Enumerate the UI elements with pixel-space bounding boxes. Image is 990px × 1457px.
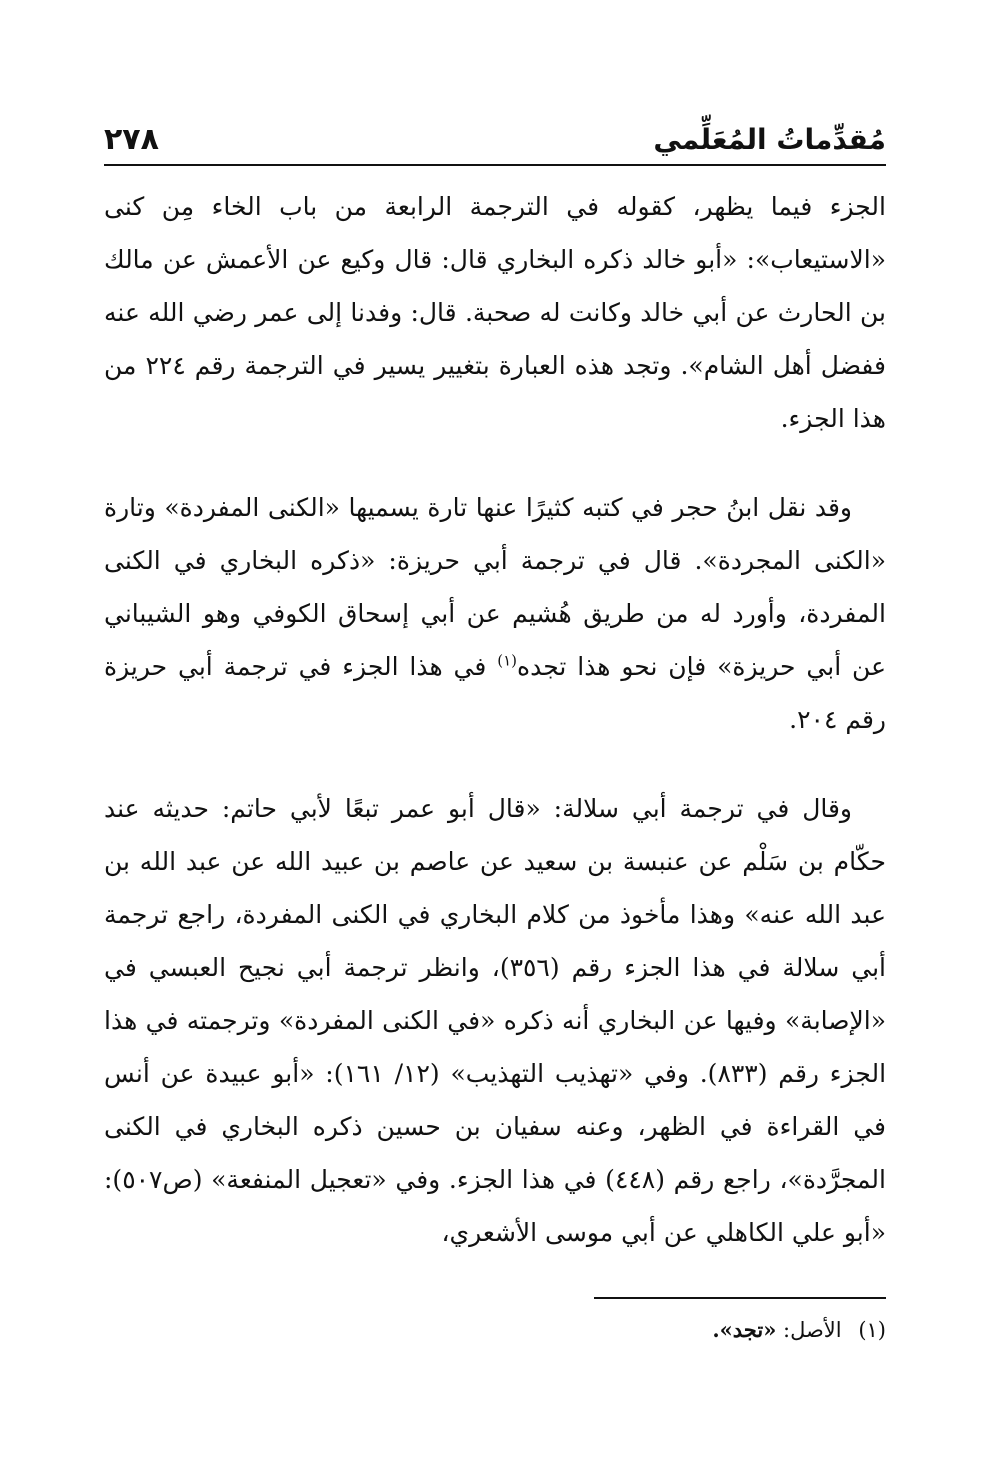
page-header (104, 112, 886, 160)
footnote-divider (594, 1297, 886, 1299)
footnote-label: الأصل: (783, 1318, 842, 1342)
paragraph-2-text-start: وقد نقل ابنُ حجر في كتبه كثيرًا عنها تارة يسميها «الكنى المفردة» وتارة «الكنى المجردة». قال في ترجمة أبي حريزة: «ذكره البخاري في الكنى المفردة، وأورد له من طريق هُشيم عن أبي إسحاق الكوفي وهو الشيباني عن أبي حريزة» فإن نحو هذا تجده (104, 493, 886, 681)
paragraph-2 (104, 481, 886, 746)
footnote (104, 1312, 886, 1348)
paragraph-3: وقال في ترجمة أبي سلالة: «قال أبو عمر تبعًا لأبي حاتم: حديثه عند حكّام بن سَلْم عن عنبسة بن سعيد عن عاصم بن عبيد الله عن عبد الله بن عبد الله عنه» وهذا مأخوذ من كلام البخاري في الكنى المفردة، راجع ترجمة أبي سلالة في هذا الجزء رقم (٣٥٦)، وانظر ترجمة أبي نجيح العبسي في «الإصابة» وفيها عن البخاري أنه ذكره «في الكنى المفردة» وترجمته في هذا الجزء رقم (٨٣٣). وفي «تهذيب التهذيب» (١٢/ ١٦١): «أبو عبيدة عن أنس في القراءة في الظهر، وعنه سفيان بن حسين ذكره البخاري في الكنى المجرَّدة»، راجع رقم (٤٤٨) في هذا الجزء. وفي «تعجيل المنفعة» (ص٥٠٧): «أبو علي الكاهلي عن أبي موسى الأشعري، (104, 794, 887, 1247)
book-title: مُقدِّماتُ المُعَلِّمي (653, 123, 886, 156)
page-number: ٢٧٨ (104, 122, 159, 157)
header-divider (104, 164, 886, 166)
footnote-value: «تجد». (712, 1317, 777, 1342)
footnote-reference[interactable]: (١) (497, 651, 518, 670)
footnote-marker: (١) (858, 1318, 886, 1342)
paragraph-2-text-end: في هذا الجزء في ترجمة أبي حريزة رقم ٢٠٤. (104, 652, 886, 734)
body-text (104, 180, 886, 1259)
paragraph-1: الجزء فيما يظهر، كقوله في الترجمة الرابعة من باب الخاء مِن كنى «الاستيعاب»: «أبو خالد ذكره البخاري قال: قال وكيع عن الأعمش عن مالك بن الحارث عن أبي خالد وكانت له صحبة. قال: وفدنا إلى عمر رضي الله عنه ففضل أهل الشام». وتجد هذه العبارة بتغيير يسير في الترجمة رقم ٢٢٤ من هذا الجزء. (104, 192, 886, 433)
